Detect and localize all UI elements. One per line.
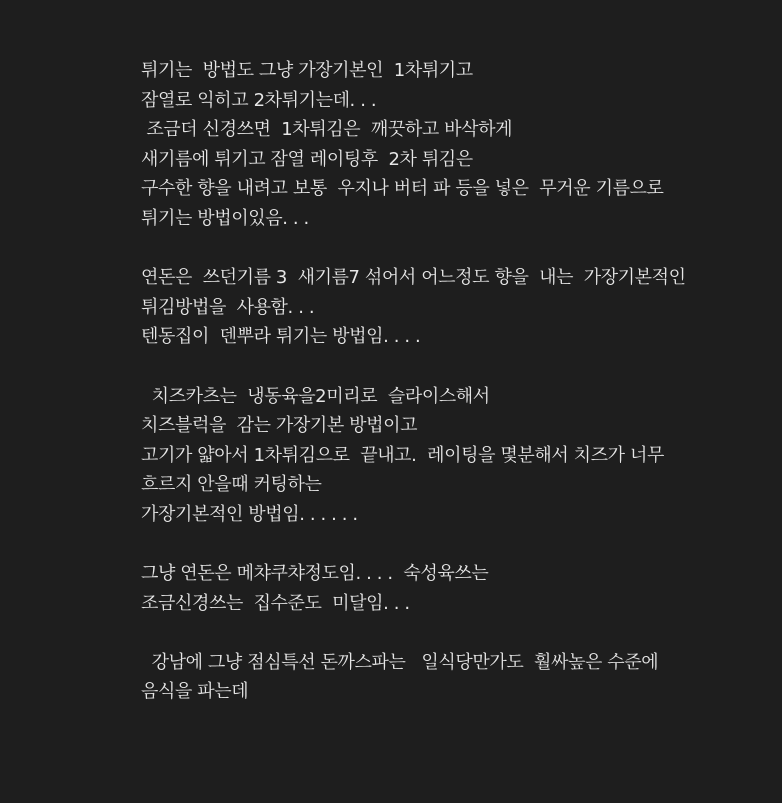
paragraph	[141, 263, 781, 352]
text-line: 치즈카츠는 냉동육을2미리로 슬라이스해서	[141, 385, 490, 407]
paragraph	[141, 559, 781, 618]
text-line: 음식을 파는데	[141, 681, 249, 703]
text-line: 치즈블럭을 감는 가장기본 방법이고	[141, 415, 418, 437]
text-line: 흐르지 안을때 커팅하는	[141, 474, 322, 496]
text-line: 그냥 연돈은 메챠쿠챠정도임. . . . 숙성육쓰는	[141, 563, 489, 585]
text-line: 튀김방법을 사용함. . .	[141, 296, 315, 318]
paragraph	[141, 56, 781, 234]
paragraph-gap	[141, 618, 781, 648]
text-line: 고기가 얇아서 1차튀김으로 끝내고. 레이팅을 몇분해서 치즈가 너무	[141, 444, 664, 466]
text-line: 텐동집이 덴뿌라 튀기는 방법임. . . .	[141, 326, 421, 348]
paragraph-gap	[141, 234, 781, 264]
paragraph-gap	[141, 530, 781, 560]
text-line: 가장기본적인 방법임. . . . . .	[141, 503, 358, 525]
text-line: 강남에 그냥 점심특선 돈까스파는 일식당만가도 훨싸높은 수준에	[141, 651, 659, 673]
text-line: 조금신경쓰는 집수준도 미달임. . .	[141, 592, 410, 614]
post-body	[141, 56, 781, 707]
paragraph	[141, 382, 781, 530]
text-line: 튀기는 방법도 그냥 가장기본인 1차튀기고	[141, 60, 473, 81]
paragraph-gap	[141, 352, 781, 382]
text-line: 새기름에 튀기고 잠열 레이팅후 2차 튀김은	[141, 148, 473, 170]
text-line: 연돈은 쓰던기름 3 새기름7 섞어서 어느정도 향을 내는 가장기본적인	[141, 267, 686, 289]
text-line: 조금더 신경쓰면 1차튀김은 깨끗하고 바삭하게	[141, 119, 513, 141]
text-line: 구수한 향을 내려고 보통 우지나 버터 파 등을 넣은 무거운 기름으로	[141, 178, 664, 200]
text-line: 튀기는 방법이있음. . .	[141, 207, 309, 229]
text-line: 잠열로 익히고 2차튀기는데. . .	[141, 89, 377, 111]
paragraph	[141, 648, 781, 707]
